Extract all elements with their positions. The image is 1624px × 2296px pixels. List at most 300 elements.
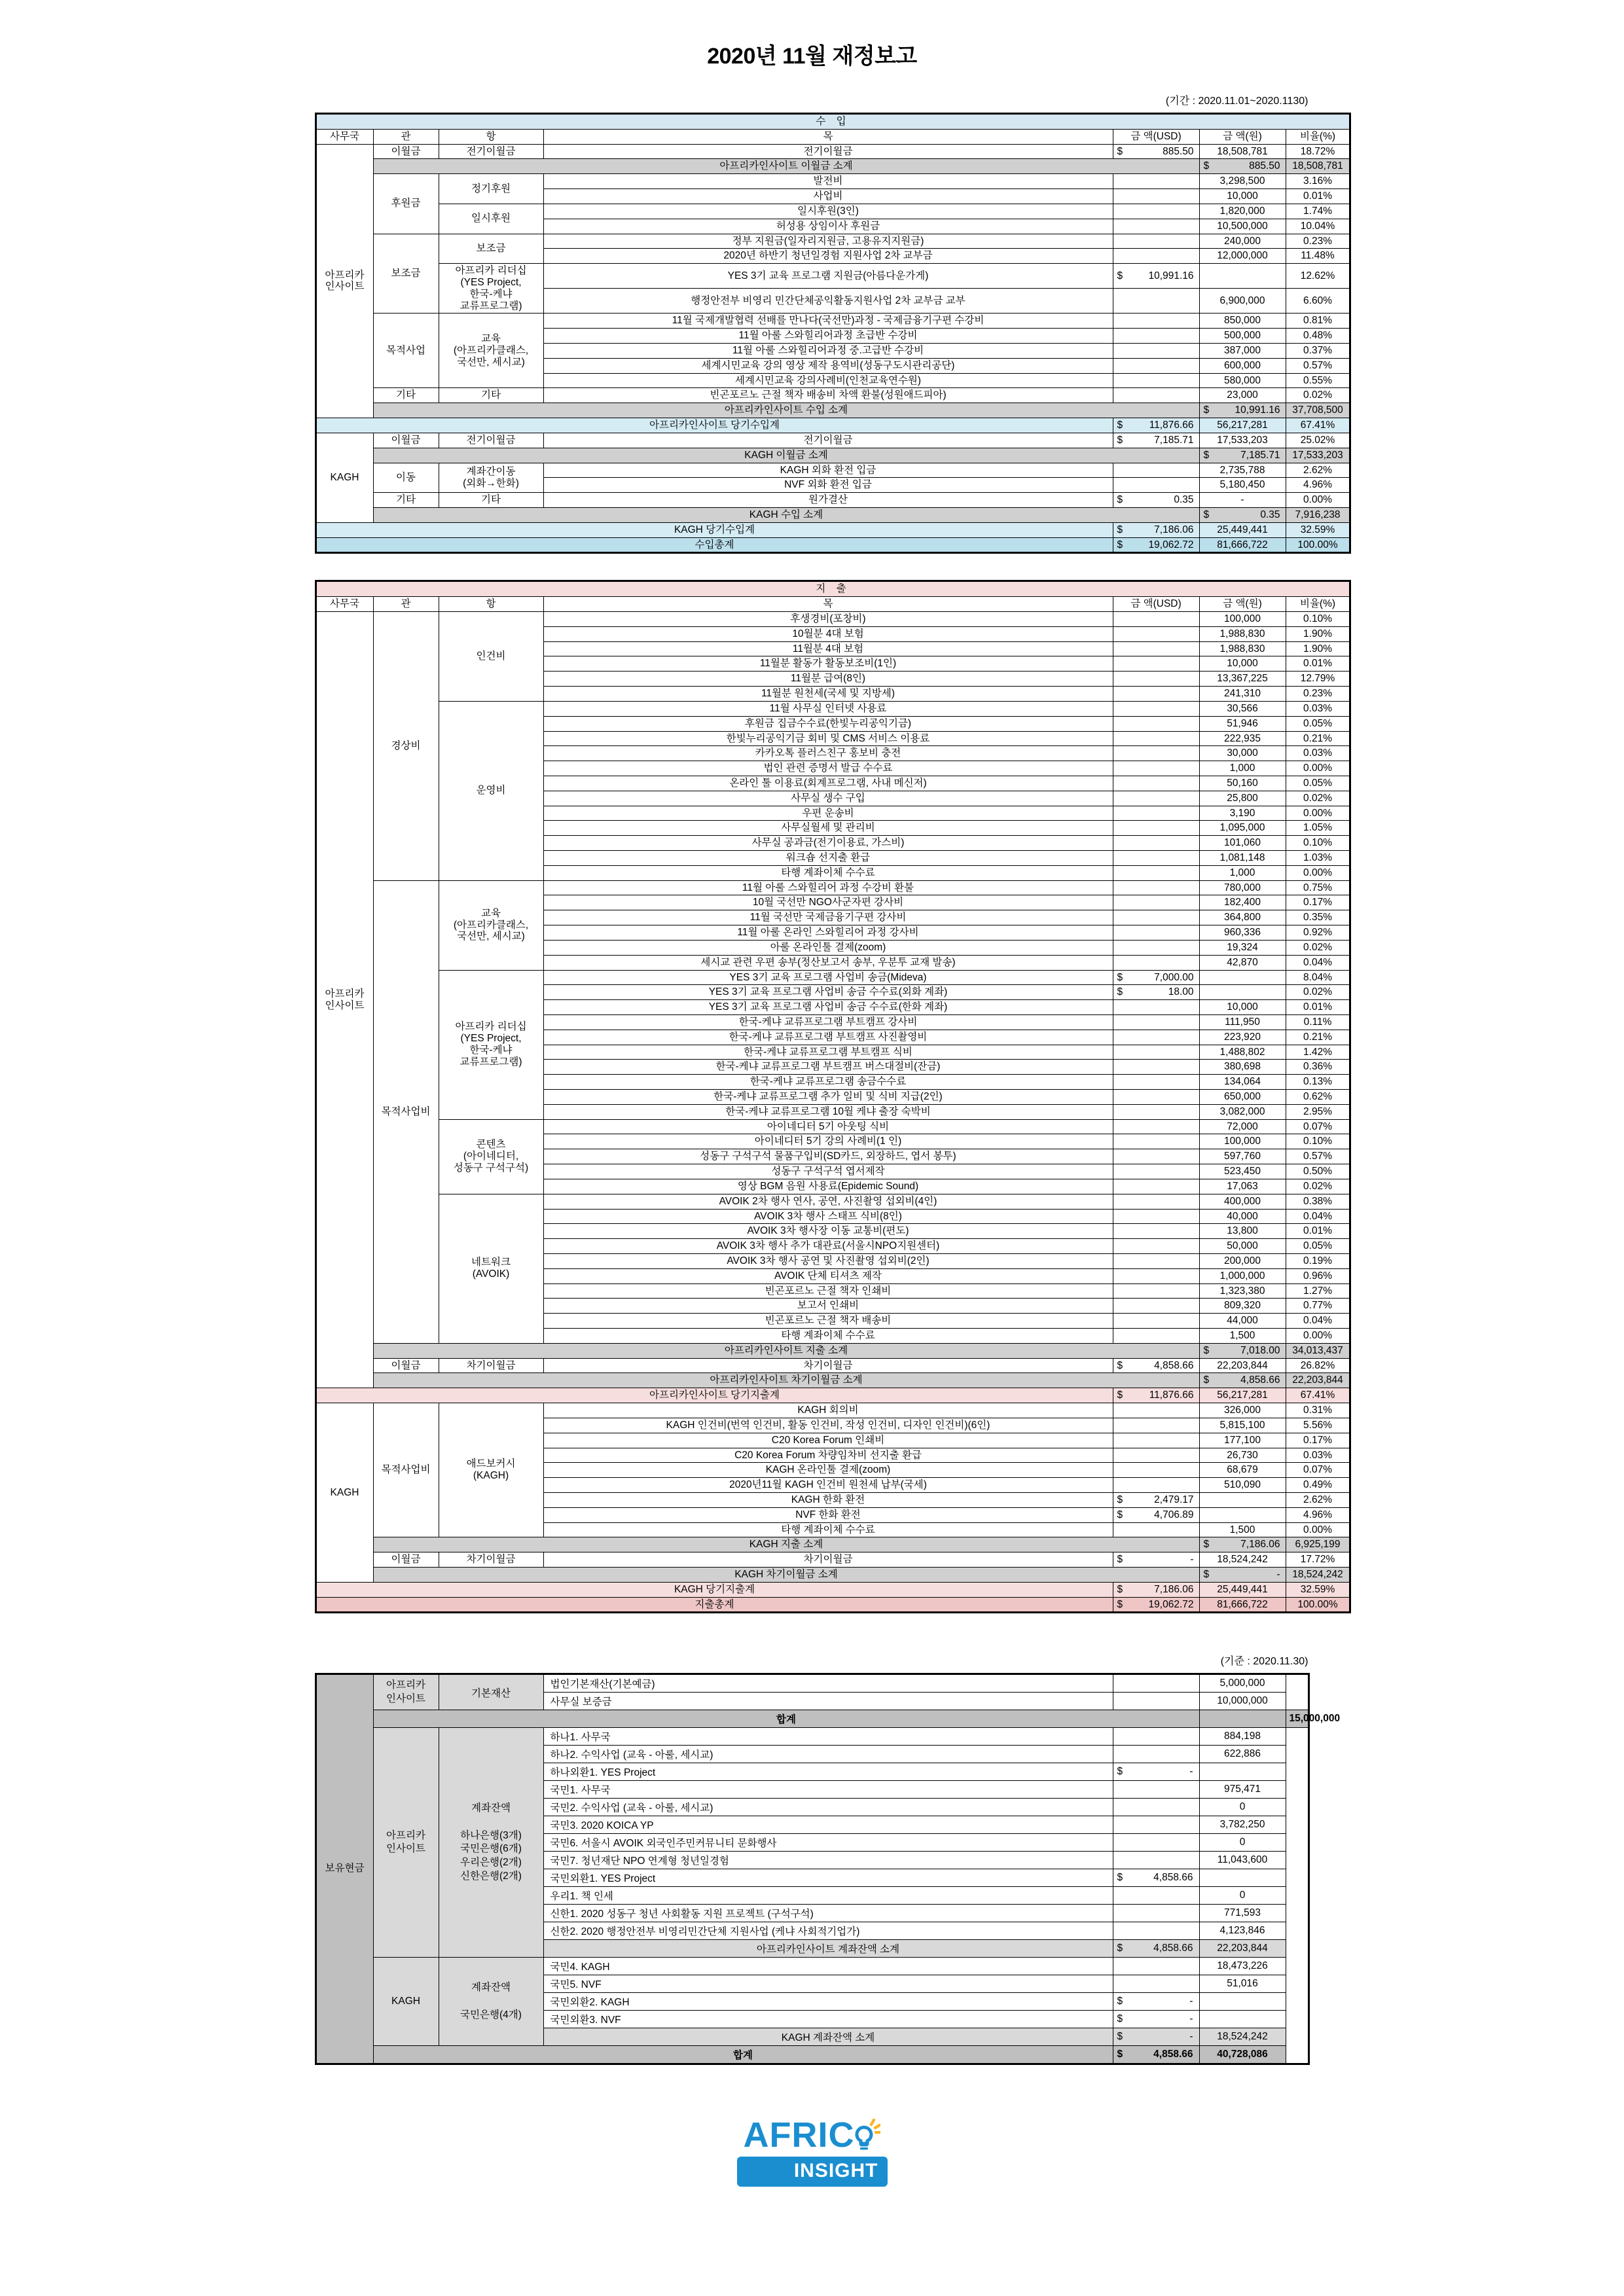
item-cell: C20 Korea Forum 인쇄비	[543, 1433, 1113, 1448]
subtotal-label: KAGH 수입 소계	[373, 507, 1199, 522]
assets-account-name: 신한1. 2020 성동구 청년 사회활동 지원 프로젝트 (구석구석)	[543, 1905, 1113, 1922]
krw-cell: 44,000	[1199, 1314, 1286, 1329]
krw-cell	[1199, 264, 1286, 289]
office-cell: 아프리카 인사이트	[316, 144, 373, 418]
assets-grand-total-usd: $ 4,858.66	[1113, 2046, 1199, 2064]
pct-cell: 2.62%	[1286, 1492, 1350, 1507]
hang-cell: 계좌간이동 (외화→한화)	[439, 463, 543, 493]
item-cell: 11월 아룰 온라인 스와힐리어 과정 강사비	[543, 925, 1113, 941]
usd-cell	[1113, 940, 1199, 955]
usd-cell: $ 18.00	[1113, 985, 1199, 1000]
krw-cell	[1199, 985, 1286, 1000]
subtotal-row	[316, 1568, 1350, 1583]
usd-cell	[1113, 1463, 1199, 1478]
assets-krw-cell: 0	[1199, 1799, 1286, 1816]
pct-cell: 0.48%	[1286, 329, 1350, 344]
table-row	[316, 1403, 1350, 1418]
assets-section	[315, 1653, 1341, 2065]
pct-cell: 0.02%	[1286, 985, 1350, 1000]
assets-account-name: 국민3. 2020 KOICA YP	[543, 1816, 1113, 1834]
usd-cell	[1113, 851, 1199, 866]
assets-subtotal-krw: 22,203,844	[1199, 1940, 1286, 1958]
assets-krw-cell: 11,043,600	[1199, 1852, 1286, 1869]
pct-cell: 0.50%	[1286, 1164, 1350, 1179]
hang-cell: 기타	[439, 493, 543, 508]
krw-cell: -	[1199, 493, 1286, 508]
income-column-header-row	[316, 129, 1350, 144]
hang-cell: 교육 (아프리카클래스, 국선만, 세시교)	[439, 880, 543, 970]
item-cell: 한국-케냐 교류프로그램 부트캠프 식비	[543, 1045, 1113, 1060]
krw-cell: 13,800	[1199, 1224, 1286, 1239]
usd-cell	[1113, 1030, 1199, 1045]
hang-cell: 네트워크 (AVOIK)	[439, 1194, 543, 1343]
subtotal-row	[316, 403, 1350, 418]
item-cell: 2020년 하반기 청년일경험 지원사업 2차 교부금	[543, 249, 1113, 264]
assets-kind-cell: 계좌잔액 국민은행(4개)	[439, 1958, 543, 2046]
assets-account-name: 사무실 보증금	[543, 1693, 1113, 1710]
item-cell: 성동구 구석구석 물품구입비(SD카드, 외장하드, 엽서 봉투)	[543, 1149, 1113, 1164]
pct-cell: 0.03%	[1286, 1448, 1350, 1463]
krw-cell: 241,310	[1199, 687, 1286, 702]
assets-account-name: 국민외환2. KAGH	[543, 1993, 1113, 2011]
krw-cell: 72,000	[1199, 1119, 1286, 1134]
item-cell: 11월분 급여(8인)	[543, 672, 1113, 687]
expense-banner-row	[316, 581, 1350, 597]
assets-usd-cell	[1113, 1728, 1199, 1746]
assets-subtotal-krw: 18,524,242	[1199, 2028, 1286, 2046]
krw-cell: 1,081,148	[1199, 851, 1286, 866]
krw-cell: 364,800	[1199, 910, 1286, 925]
column-header-gwan: 관	[373, 129, 439, 144]
assets-account-name: 국민7. 청년재단 NPO 연계형 청년일경험	[543, 1852, 1113, 1869]
assets-account-name: 국민4. KAGH	[543, 1958, 1113, 1975]
grand-total-label: 지출총계	[316, 1597, 1113, 1613]
usd-cell	[1113, 1418, 1199, 1433]
item-cell: AVOIK 2차 행사 연사, 공연, 사진촬영 섭외비(4인)	[543, 1194, 1113, 1209]
usd-cell	[1113, 865, 1199, 880]
pct-cell: 0.10%	[1286, 1134, 1350, 1149]
usd-cell	[1113, 234, 1199, 249]
item-cell: 한국-케냐 교류프로그램 부트캠프 사진촬영비	[543, 1030, 1113, 1045]
krw-cell: 240,000	[1199, 234, 1286, 249]
assets-account-name: 국민6. 서울시 AVOIK 외국인주민커뮤니티 문화행사	[543, 1834, 1113, 1852]
table-row	[316, 174, 1350, 189]
usd-cell: $ 10,991.16	[1113, 264, 1199, 289]
hang-cell: 운영비	[439, 701, 543, 880]
item-cell: 11월 아룰 스와힐리어과정 중.고급반 수강비	[543, 344, 1113, 359]
krw-cell: 111,950	[1199, 1014, 1286, 1030]
pct-cell: 0.10%	[1286, 836, 1350, 851]
item-cell: 정부 지원금(일자리지원금, 고용유지지원금)	[543, 234, 1113, 249]
pct-cell: 0.02%	[1286, 388, 1350, 403]
item-cell: 11월분 활동가 활동보조비(1인)	[543, 656, 1113, 672]
office-cell: KAGH	[316, 433, 373, 522]
expense-table	[315, 580, 1351, 1613]
usd-cell	[1113, 731, 1199, 746]
krw-cell: 51,946	[1199, 716, 1286, 731]
assets-subtotal-label: 아프리카인사이트 계좌잔액 소계	[543, 1940, 1113, 1958]
item-cell: 후원금 집금수수료(한빛누리공익기금)	[543, 716, 1113, 731]
usd-cell	[1113, 1045, 1199, 1060]
item-cell: AVOIK 3차 행사 추가 대관료(서울시NPO지원센터)	[543, 1239, 1113, 1254]
usd-cell	[1113, 626, 1199, 641]
logo-text-insight: INSIGHT	[737, 2157, 888, 2187]
assets-account-name: 하나1. 사무국	[543, 1728, 1113, 1746]
assets-usd-cell	[1113, 1922, 1199, 1940]
usd-cell: $ 11,876.66	[1113, 418, 1199, 433]
item-cell: YES 3기 교육 프로그램 사업비 송금(Mideva)	[543, 970, 1113, 985]
assets-account-name: 하나2. 수익사업 (교육 - 아룰, 세시교)	[543, 1746, 1113, 1763]
column-header-office: 사무국	[316, 129, 373, 144]
usd-cell	[1113, 746, 1199, 761]
pct-cell: 0.07%	[1286, 1119, 1350, 1134]
pct-cell: 0.00%	[1286, 493, 1350, 508]
pct-cell: 0.38%	[1286, 1194, 1350, 1209]
krw-cell: 22,203,844	[1199, 1358, 1286, 1373]
assets-usd-cell	[1113, 1746, 1199, 1763]
item-cell: YES 3기 교육 프로그램 지원금(아름다운가게)	[543, 264, 1113, 289]
usd-cell	[1113, 344, 1199, 359]
item-cell: 아룰 온라인툴 결제(zoom)	[543, 940, 1113, 955]
item-cell: 허성용 상임이사 후원금	[543, 219, 1113, 234]
assets-usd-cell: $ 4,858.66	[1113, 1869, 1199, 1887]
expense-column-header-row	[316, 597, 1350, 612]
usd-cell	[1113, 761, 1199, 776]
table-row	[316, 970, 1350, 985]
grand-total-row	[316, 1597, 1350, 1613]
item-cell: 카카오톡 플러스친구 홍보비 충전	[543, 746, 1113, 761]
krw-cell: 326,000	[1199, 1403, 1286, 1418]
krw-cell: 10,000	[1199, 1000, 1286, 1015]
krw-cell: 510,090	[1199, 1478, 1286, 1493]
usd-cell: $ 885.50	[1199, 159, 1286, 174]
item-cell: AVOIK 3차 행사 스태프 식비(8인)	[543, 1209, 1113, 1224]
krw-cell: 960,336	[1199, 925, 1286, 941]
pct-cell: 1.05%	[1286, 821, 1350, 836]
item-cell: 아이네디터 5기 강의 사례비(1 인)	[543, 1134, 1113, 1149]
pct-cell: 0.36%	[1286, 1060, 1350, 1075]
krw-cell: 30,566	[1199, 701, 1286, 716]
group-total-row	[316, 522, 1350, 537]
gwan-cell: 목적사업비	[373, 1403, 439, 1537]
krw-cell: 2,735,788	[1199, 463, 1286, 478]
krw-cell: 134,064	[1199, 1075, 1286, 1090]
page-title: 2020년 11월 재정보고	[707, 44, 917, 69]
usd-cell	[1113, 656, 1199, 672]
usd-cell	[1113, 641, 1199, 656]
item-cell: 세시교 관련 우편 송부(정산보고서 송부, 우분투 교재 발송)	[543, 955, 1113, 970]
table-row	[316, 1358, 1350, 1373]
assets-basic-total-row	[316, 1710, 1308, 1728]
assets-grand-total-label: 합계	[373, 2046, 1113, 2064]
krw-cell: 81,666,722	[1199, 1597, 1286, 1613]
assets-kind-cell: 계좌잔액 하나은행(3개) 국민은행(6개) 우리은행(2개) 신한은행(2개)	[439, 1728, 543, 1958]
column-header-office: 사무국	[316, 597, 373, 612]
pct-cell: 0.05%	[1286, 716, 1350, 731]
pct-cell: 100.00%	[1286, 1597, 1350, 1613]
item-cell: 한국-케냐 교류프로그램 10월 케냐 출장 숙박비	[543, 1104, 1113, 1119]
pct-cell: 11.48%	[1286, 249, 1350, 264]
usd-cell	[1113, 1194, 1199, 1209]
gwan-cell: 이동	[373, 463, 439, 493]
pct-cell: 32.59%	[1286, 1582, 1350, 1597]
krw-cell: 12,000,000	[1199, 249, 1286, 264]
assets-usd-cell	[1113, 1799, 1199, 1816]
pct-cell: 1.90%	[1286, 641, 1350, 656]
krw-cell: 56,217,281	[1199, 418, 1286, 433]
item-cell: 빈곤포르노 근절 책자 배송비 차액 환불(성원애드피아)	[543, 388, 1113, 403]
assets-usd-cell	[1113, 1975, 1199, 1993]
group-total-row	[316, 418, 1350, 433]
krw-cell: 50,160	[1199, 776, 1286, 791]
hang-cell: 정기후원	[439, 174, 543, 204]
assets-krw-cell: 5,000,000	[1199, 1674, 1286, 1693]
subtotal-row	[316, 159, 1350, 174]
table-row	[316, 701, 1350, 716]
table-row	[316, 204, 1350, 219]
usd-cell	[1113, 1283, 1199, 1299]
krw-cell: 3,082,000	[1199, 1104, 1286, 1119]
item-cell: 10월분 4대 보험	[543, 626, 1113, 641]
krw-cell: 200,000	[1199, 1253, 1286, 1268]
pct-cell: 0.05%	[1286, 776, 1350, 791]
table-row	[316, 1552, 1350, 1568]
hang-cell: 전기이월금	[439, 433, 543, 448]
usd-cell	[1113, 701, 1199, 716]
usd-cell	[1113, 1060, 1199, 1075]
item-cell: KAGH 회의비	[543, 1403, 1113, 1418]
usd-cell	[1113, 1104, 1199, 1119]
group-total-label: KAGH 당기수입계	[316, 522, 1113, 537]
krw-cell: 1,000,000	[1199, 1268, 1286, 1283]
pct-cell: 0.35%	[1286, 910, 1350, 925]
item-cell: 2020년11월 KAGH 인건비 원천세 납부(국세)	[543, 1478, 1113, 1493]
subtotal-row	[316, 448, 1350, 463]
pct-cell: 0.00%	[1286, 761, 1350, 776]
assets-usd-cell: $ -	[1113, 1763, 1199, 1781]
usd-cell	[1113, 910, 1199, 925]
pct-cell: 8.04%	[1286, 970, 1350, 985]
hang-cell: 차기이월금	[439, 1552, 543, 1568]
item-cell: 영상 BGM 음원 사용료(Epidemic Sound)	[543, 1179, 1113, 1194]
pct-cell: 12.62%	[1286, 264, 1350, 289]
pct-cell: 0.11%	[1286, 1014, 1350, 1030]
pct-cell: 4.96%	[1286, 478, 1350, 493]
subtotal-label: KAGH 지출 소계	[373, 1537, 1199, 1552]
krw-cell: 34,013,437	[1286, 1343, 1350, 1358]
krw-cell	[1199, 970, 1286, 985]
krw-cell: 30,000	[1199, 746, 1286, 761]
column-header-hang: 항	[439, 129, 543, 144]
gwan-cell: 이월금	[373, 433, 439, 448]
usd-cell: $ 4,858.66	[1113, 1358, 1199, 1373]
assets-account-name: 신한2. 2020 행정안전부 비영리민간단체 지원사업 (케냐 사회적기업가)	[543, 1922, 1113, 1940]
usd-cell	[1113, 388, 1199, 403]
item-cell: NVF 외화 환전 입금	[543, 478, 1113, 493]
usd-cell	[1113, 358, 1199, 373]
item-cell: KAGH 외화 환전 입금	[543, 463, 1113, 478]
item-cell: 사무실월세 및 관리비	[543, 821, 1113, 836]
pct-cell: 0.07%	[1286, 1463, 1350, 1478]
assets-account-name: 하나외환1. YES Project	[543, 1763, 1113, 1781]
item-cell: 후생경비(포창비)	[543, 612, 1113, 627]
krw-cell: 809,320	[1199, 1299, 1286, 1314]
usd-cell	[1113, 672, 1199, 687]
item-cell: 차기이월금	[543, 1552, 1113, 1568]
usd-cell	[1113, 716, 1199, 731]
pct-cell: 3.16%	[1286, 174, 1350, 189]
column-header-hang: 항	[439, 597, 543, 612]
krw-cell: 380,698	[1199, 1060, 1286, 1075]
item-cell: 한국-케냐 교류프로그램 추가 일비 및 식비 지급(2인)	[543, 1090, 1113, 1105]
pct-cell: 0.77%	[1286, 1299, 1350, 1314]
krw-cell: 223,920	[1199, 1030, 1286, 1045]
usd-cell	[1113, 373, 1199, 388]
usd-cell: $ 10,991.16	[1199, 403, 1286, 418]
usd-cell	[1113, 1090, 1199, 1105]
assets-usd-cell	[1113, 1887, 1199, 1905]
item-cell: AVOIK 3차 행사 공연 및 사진촬영 섭외비(2인)	[543, 1253, 1113, 1268]
hang-cell: 보조금	[439, 234, 543, 264]
assets-subtotal-usd: $ -	[1113, 2028, 1199, 2046]
assets-grand-total-krw: 40,728,086	[1199, 2046, 1286, 2064]
pct-cell: 100.00%	[1286, 537, 1350, 553]
pct-cell: 0.17%	[1286, 1433, 1350, 1448]
usd-cell	[1113, 791, 1199, 806]
item-cell: KAGH 한화 환전	[543, 1492, 1113, 1507]
expense-section	[315, 580, 1343, 1613]
pct-cell: 67.41%	[1286, 418, 1350, 433]
usd-cell: $ -	[1113, 1552, 1199, 1568]
assets-account-row	[316, 1728, 1308, 1746]
assets-krw-cell: 18,473,226	[1199, 1958, 1286, 1975]
subtotal-row	[316, 1537, 1350, 1552]
usd-cell	[1113, 204, 1199, 219]
column-header-krw: 금 액(원)	[1199, 597, 1286, 612]
krw-cell: 3,190	[1199, 806, 1286, 821]
krw-cell: 10,000	[1199, 656, 1286, 672]
usd-cell	[1113, 289, 1199, 314]
krw-cell: 580,000	[1199, 373, 1286, 388]
pct-cell: 0.81%	[1286, 314, 1350, 329]
assets-usd-cell	[1113, 1816, 1199, 1834]
item-cell: 차기이월금	[543, 1358, 1113, 1373]
footer-logo	[0, 2117, 1624, 2187]
krw-cell	[1199, 1492, 1286, 1507]
assets-krw-cell: 771,593	[1199, 1905, 1286, 1922]
gwan-cell: 이월금	[373, 1358, 439, 1373]
krw-cell: 101,060	[1199, 836, 1286, 851]
item-cell: 10월 국선만 NGO사군자편 강사비	[543, 895, 1113, 910]
pct-cell: 0.00%	[1286, 1329, 1350, 1344]
item-cell: 타행 계좌이체 수수료	[543, 1329, 1113, 1344]
gwan-cell: 목적사업비	[373, 880, 439, 1343]
assets-subtotal-usd: $ 4,858.66	[1113, 1940, 1199, 1958]
krw-cell: 1,500	[1199, 1522, 1286, 1537]
income-banner-row	[316, 114, 1350, 130]
column-header-usd: 금 액(USD)	[1113, 129, 1199, 144]
pct-cell: 0.05%	[1286, 1239, 1350, 1254]
pct-cell: 0.96%	[1286, 1268, 1350, 1283]
item-cell: NVF 한화 환전	[543, 1507, 1113, 1522]
pct-cell: 0.01%	[1286, 1224, 1350, 1239]
usd-cell	[1113, 189, 1199, 204]
assets-org-cell: KAGH	[373, 1958, 439, 2046]
krw-cell: 182,400	[1199, 895, 1286, 910]
pct-cell: 0.75%	[1286, 880, 1350, 895]
grand-total-label: 수입총계	[316, 537, 1113, 553]
item-cell: 온라인 툴 이용료(회계프로그램, 사내 메신저)	[543, 776, 1113, 791]
usd-cell	[1113, 1134, 1199, 1149]
pct-cell: 0.02%	[1286, 1179, 1350, 1194]
table-row	[316, 463, 1350, 478]
pct-cell: 0.00%	[1286, 806, 1350, 821]
pct-cell: 5.56%	[1286, 1418, 1350, 1433]
assets-account-name: 국민1. 사무국	[543, 1781, 1113, 1799]
usd-cell	[1113, 1179, 1199, 1194]
assets-left-label: 보유현금	[316, 1674, 373, 2064]
krw-cell: 17,533,203	[1199, 433, 1286, 448]
gwan-cell: 이월금	[373, 144, 439, 159]
hang-cell: 차기이월금	[439, 1358, 543, 1373]
pct-cell: 0.57%	[1286, 1149, 1350, 1164]
table-row	[316, 612, 1350, 627]
pct-cell: 10.04%	[1286, 219, 1350, 234]
usd-cell	[1113, 895, 1199, 910]
item-cell: 사무실 생수 구입	[543, 791, 1113, 806]
column-header-pct: 비율(%)	[1286, 597, 1350, 612]
assets-krw-cell: 622,886	[1199, 1746, 1286, 1763]
table-row	[316, 880, 1350, 895]
assets-krw-cell	[1199, 1869, 1286, 1887]
usd-cell	[1113, 612, 1199, 627]
krw-cell: 22,203,844	[1286, 1373, 1350, 1388]
item-cell: 11월분 4대 보험	[543, 641, 1113, 656]
usd-cell	[1113, 1403, 1199, 1418]
item-cell: 아이네디터 5기 아웃팅 식비	[543, 1119, 1113, 1134]
usd-cell	[1113, 249, 1199, 264]
pct-cell: 18.72%	[1286, 144, 1350, 159]
pct-cell: 0.04%	[1286, 1209, 1350, 1224]
usd-cell	[1113, 687, 1199, 702]
pct-cell: 4.96%	[1286, 1507, 1350, 1522]
usd-cell	[1113, 821, 1199, 836]
krw-cell: 5,815,100	[1199, 1418, 1286, 1433]
krw-cell: 40,000	[1199, 1209, 1286, 1224]
item-cell: 사무실 공과금(전기이용료, 가스비)	[543, 836, 1113, 851]
krw-cell: 1,488,802	[1199, 1045, 1286, 1060]
krw-cell	[1199, 1507, 1286, 1522]
pct-cell: 0.02%	[1286, 791, 1350, 806]
krw-cell: 81,666,722	[1199, 537, 1286, 553]
pct-cell: 0.37%	[1286, 344, 1350, 359]
assets-account-name: 우리1. 책 인세	[543, 1887, 1113, 1905]
krw-cell: 6,925,199	[1286, 1537, 1350, 1552]
pct-cell: 1.03%	[1286, 851, 1350, 866]
subtotal-label: 아프리카인사이트 이월금 소계	[373, 159, 1199, 174]
subtotal-label: 아프리카인사이트 수입 소계	[373, 403, 1199, 418]
assets-account-name: 국민외환3. NVF	[543, 2011, 1113, 2028]
usd-cell	[1113, 880, 1199, 895]
krw-cell: 780,000	[1199, 880, 1286, 895]
krw-cell: 26,730	[1199, 1448, 1286, 1463]
group-total-row	[316, 1582, 1350, 1597]
pct-cell: 2.62%	[1286, 463, 1350, 478]
usd-cell: $ 2,479.17	[1113, 1492, 1199, 1507]
assets-krw-cell: 884,198	[1199, 1728, 1286, 1746]
pct-cell: 0.21%	[1286, 1030, 1350, 1045]
gwan-cell: 보조금	[373, 234, 439, 314]
